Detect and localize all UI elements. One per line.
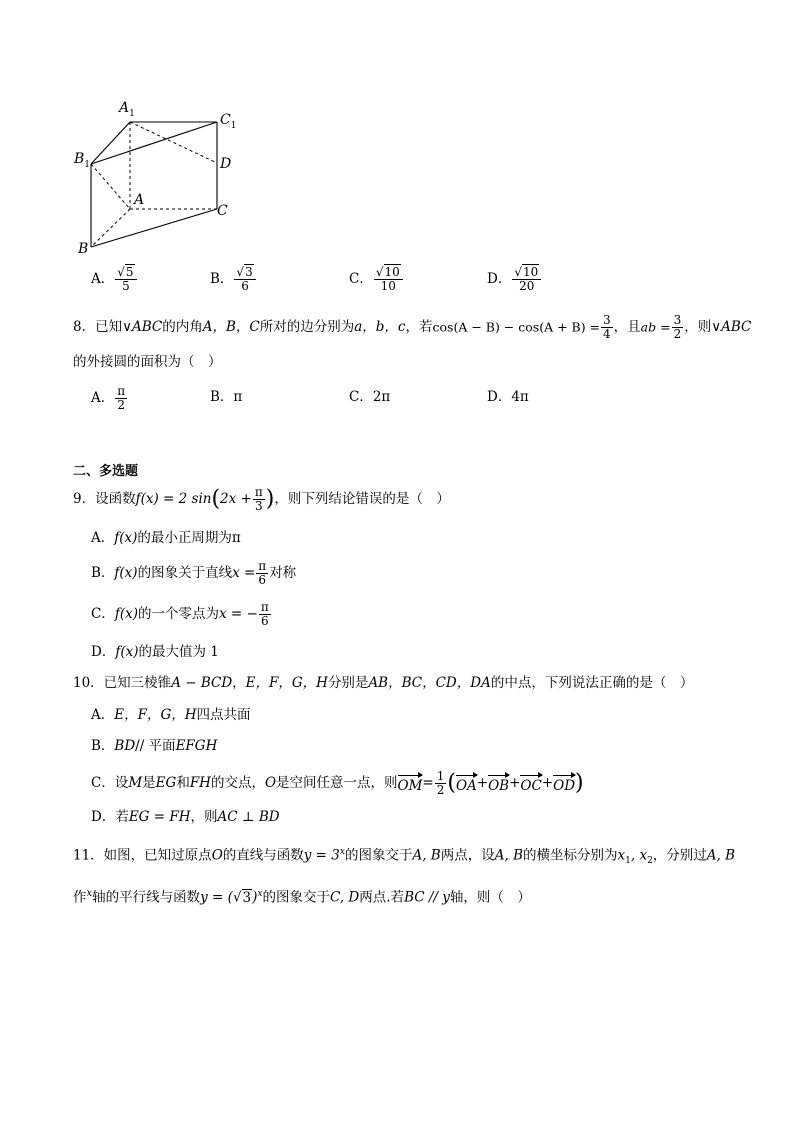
q8-stem-line2: 的外接圆的面积为（ ） bbox=[73, 354, 222, 370]
q7-option-d[interactable]: D． $\frac{√10}{20}$ bbox=[487, 266, 542, 293]
label-c: C bbox=[217, 203, 228, 219]
q8-option-d[interactable]: D．4π bbox=[487, 389, 529, 405]
q9-option-b[interactable]: B．f(x)的图象关于直线x = $\frac{\pi}{6}$ 对称 bbox=[91, 559, 297, 588]
label-a: A bbox=[134, 192, 145, 208]
edge-b1-a bbox=[91, 164, 130, 209]
label-a1: $A_1$ bbox=[119, 100, 135, 119]
q10-option-a[interactable]: A．E，F，G，H四点共面 bbox=[91, 707, 251, 723]
edge-a1-d bbox=[130, 122, 217, 163]
q10-option-d[interactable]: D．若EG = FH，则AC ⊥ BD bbox=[91, 809, 280, 825]
q10-option-b[interactable]: B．BD// 平面EFGH bbox=[91, 738, 218, 754]
q10-option-c[interactable]: C．设M是EG和FH的交点，O是空间任意一点，则OM= $\frac{1}{2}$ (OA+OB+OC+OD) bbox=[91, 769, 584, 798]
section-heading: 二、多选题 bbox=[73, 464, 139, 479]
label-c1: $C_1$ bbox=[220, 112, 237, 131]
q10-stem: 10．已知三棱锥A − BCD，E，F，G，H分别是AB，BC，CD，DA的中点，下列说法正确的是（ ） bbox=[73, 675, 694, 691]
q7-option-a[interactable]: A． $\frac{√5}{5}$ bbox=[91, 266, 138, 293]
edge-b-c bbox=[91, 209, 217, 247]
q9-option-d[interactable]: D．f(x)的最大值为 1 bbox=[91, 644, 219, 660]
q8-option-c[interactable]: C．2π bbox=[349, 389, 391, 405]
q7-option-c[interactable]: C． $\frac{√10}{10}$ bbox=[349, 266, 404, 293]
q11-stem-line1: 11．如图，已知过原点O的直线与函数$y = 3^x$的图象交于A, B两点，设A, B的横坐标分别为$x_1$, $x_2$，分别过A, B bbox=[73, 847, 736, 867]
q9-stem: 9．设函数f(x) = 2 sin(2x + $\frac{\pi}{3}$ )，则下列结论错误的是（ ） bbox=[73, 485, 450, 514]
q8-option-b[interactable]: B．π bbox=[210, 389, 243, 405]
q9-option-a[interactable]: A．f(x)的最小正周期为π bbox=[91, 530, 241, 546]
label-b1: $B_1$ bbox=[74, 151, 91, 170]
q8-option-a[interactable]: A． $\frac{\pi}{2}$ bbox=[91, 384, 126, 413]
q8-stem-line1: 8．已知∨ABC的内角A，B，C所对的边分别为a，b，c，若cos(A − B) − cos(A + B) = $\frac{3}{4}$ ，且ab = $\frac{3}{2}$ ，则∨ABC bbox=[73, 313, 752, 342]
prism-figure bbox=[70, 95, 245, 257]
q9-option-c[interactable]: C．f(x)的一个零点为x = − $\frac{\pi}{6}$ bbox=[91, 600, 269, 629]
q11-stem-line2: 作$^x$轴的平行线与函数$y = (√3)^x$的图象交于C, D两点.若BC // y轴，则（ ） bbox=[73, 888, 531, 906]
label-d: D bbox=[220, 156, 232, 172]
q7-option-b[interactable]: B． $\frac{√3}{6}$ bbox=[210, 266, 257, 293]
label-b: B bbox=[78, 241, 89, 257]
